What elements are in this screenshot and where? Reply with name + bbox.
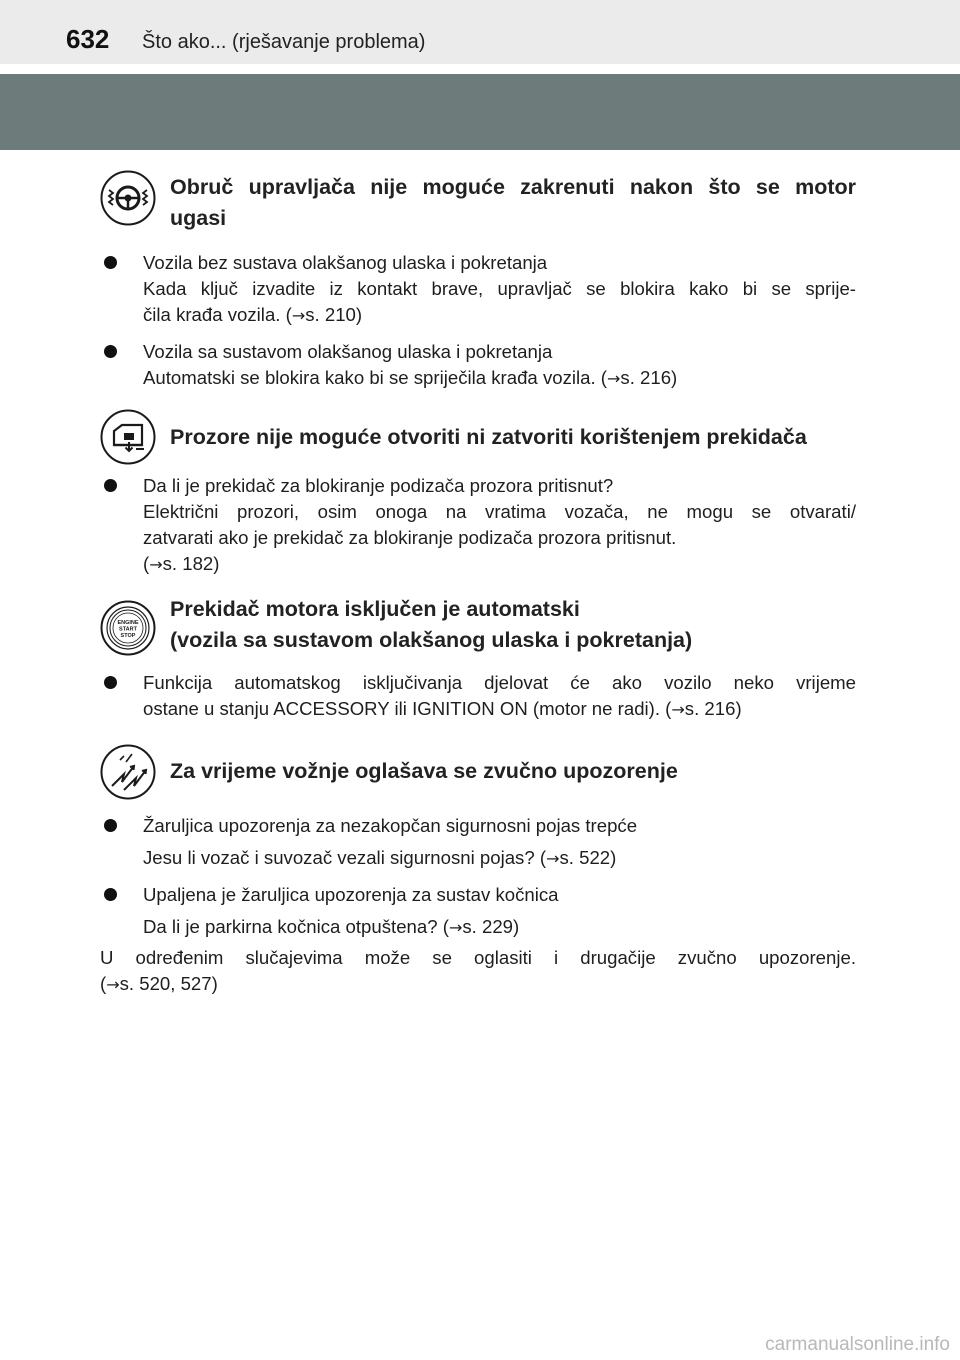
title-line: Obruč upravljača nije moguće zakrenuti nakon što se motor (170, 175, 856, 199)
list-item: Funkcija automatskog isključivanja djelovat će ako vozilo neko vrijeme ostane u stanju ACCESSORY ili IGNITION ON (motor ne radi). (→s. 216) (100, 670, 856, 723)
title-line: Prekidač motora isključen je automatski (170, 597, 580, 621)
title-line: Za vrijeme vožnje oglašava se zvučno upozorenje (170, 759, 678, 783)
svg-text:STOP: STOP (120, 633, 136, 639)
arrow-icon: → (448, 918, 463, 937)
arrow-icon: → (291, 306, 306, 325)
window-lock-icon (100, 409, 156, 465)
arrow-icon: → (671, 700, 685, 719)
title-line: (vozila sa sustavom olakšanog ulaska i pokretanja) (170, 628, 693, 652)
header-band (0, 74, 960, 150)
arrow-icon: → (149, 555, 163, 574)
chapter-title: Što ako... (rješavanje problema) (142, 31, 426, 53)
section-engine-title (100, 594, 856, 656)
arrow-icon: → (607, 369, 621, 388)
title-line: ugasi (170, 206, 227, 230)
list-item: Vozila bez sustava olakšanog ulaska i pokretanja Kada ključ izvadite iz kontakt brave, upravljač se blokira kako bi se sprije- čila krađa vozila. (→s. 210) (100, 250, 856, 329)
engine-start-stop-icon (100, 600, 156, 656)
page-content (100, 150, 856, 998)
section-warning-title (100, 756, 856, 787)
warning-buzzer-icon (100, 744, 156, 800)
list-item: Upaljena je žaruljica upozorenja za sustav kočnica Da li je parkirna kočnica otpuštena? (→s. 229) (100, 882, 856, 941)
list-item: Da li je prekidač za blokiranje podizača prozora pritisnut? Električni prozori, osim onoga na vratima vozača, ne mogu se otvarati/ zatvarati ako je prekidač za blokiranje podizača prozora pritisnut. (→s. 182) (100, 473, 856, 578)
section-steering-title (100, 172, 856, 234)
list-item: Žaruljica upozorenja za nezakopčan sigurnosni pojas trepće Jesu li vozač i suvozač vezali sigurnosni pojas? (→s. 522) (100, 813, 856, 872)
steering-lock-icon (100, 170, 156, 226)
title-line: Prozore nije moguće otvoriti ni zatvoriti korištenjem prekidača (170, 425, 807, 449)
svg-text:ENGINE: ENGINE (117, 620, 139, 626)
svg-text:START: START (119, 626, 137, 633)
watermark: carmanualsonline.info (765, 1334, 950, 1355)
arrow-icon: → (546, 849, 560, 868)
list-item: Vozila sa sustavom olakšanog ulaska i pokretanja Automatski se blokira kako bi se spriječila krađa vozila. (→s. 216) (100, 339, 856, 392)
closing-paragraph: U određenim slučajevima može se oglasiti i drugačije zvučno upozorenje. (→s. 520, 527) (100, 947, 856, 994)
section-window-title (100, 422, 856, 453)
page-number: 632 (66, 24, 110, 54)
arrow-icon: → (106, 975, 120, 994)
